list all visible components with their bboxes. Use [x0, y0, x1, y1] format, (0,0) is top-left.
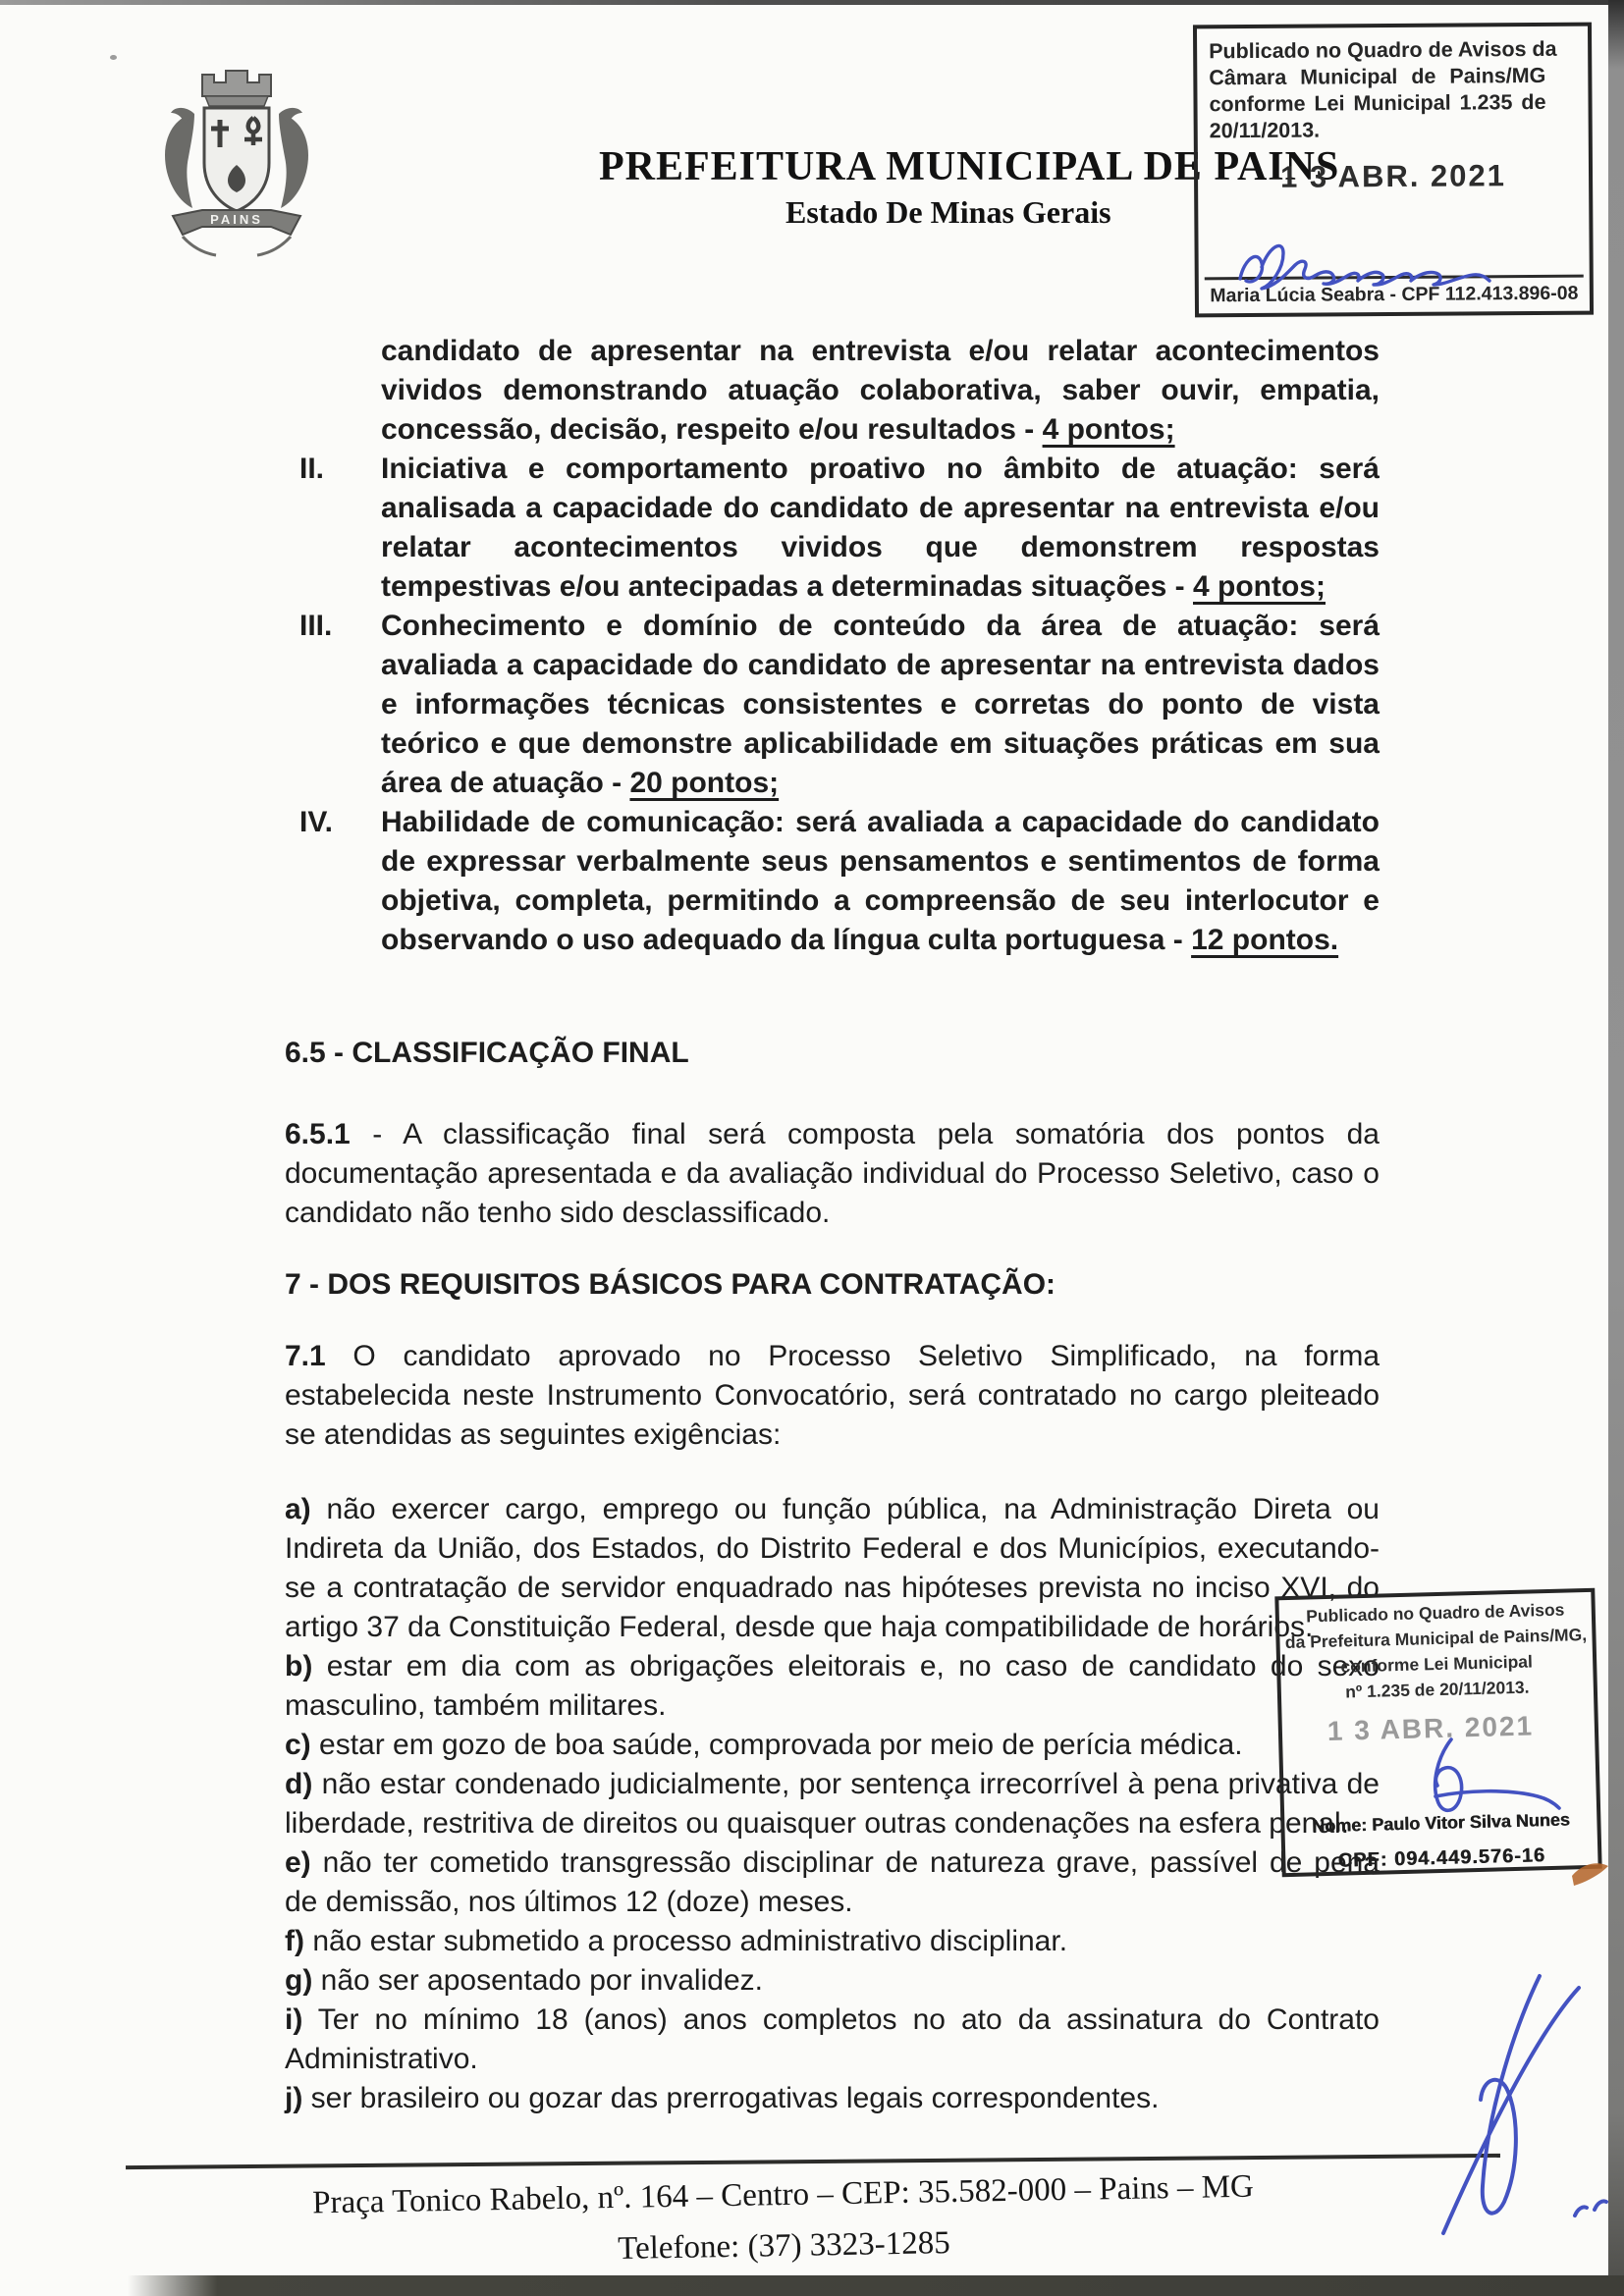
paragraph-text: - A classificação final será composta pela somatória dos pontos da documentação apresentada e da avaliação individual do Processo Seletivo, caso o candidato não tenho sido desclassificado.	[285, 1118, 1380, 1229]
document-title: PREFEITURA MUNICIPAL DE PAINS	[599, 144, 1340, 189]
requirement-label: a)	[285, 1493, 311, 1525]
requirements-list	[285, 1490, 1380, 2118]
requirement-text: não estar submetido a processo administrativo disciplinar.	[303, 1925, 1068, 1957]
requirement-item	[285, 1647, 1380, 1726]
bottom-pen-signature	[1382, 1968, 1613, 2248]
footer	[144, 2159, 1423, 2283]
stamp-signer-cpf: CPF: 094.449.576-16	[1337, 1844, 1546, 1872]
list-item	[299, 332, 1380, 450]
stamp-line: conforme Lei Municipal	[1340, 1651, 1534, 1677]
stamp-line: nº 1.235 de 20/11/2013.	[1344, 1677, 1530, 1702]
paragraph-number: 7.1	[285, 1340, 326, 1372]
requirement-item	[285, 1961, 1380, 2001]
list-item-points: 20 pontos;	[629, 767, 780, 799]
section-heading-65: 6.5 - CLASSIFICAÇÃO FINAL	[285, 1037, 689, 1069]
requirement-label: f)	[285, 1925, 304, 1957]
scan-speck	[110, 55, 117, 60]
seabra-signature	[1232, 234, 1497, 294]
requirement-label: d)	[285, 1768, 313, 1800]
requirement-item	[285, 2079, 1380, 2118]
requirement-item	[285, 2001, 1380, 2079]
stamp-signer-name: Nome: Paulo Vitor Silva Nunes	[1311, 1809, 1570, 1837]
nunes-signature	[1390, 1735, 1567, 1819]
document-subtitle: Estado De Minas Gerais	[785, 194, 1111, 230]
requirement-label: g)	[285, 1964, 313, 1997]
requirement-label: j)	[285, 2082, 303, 2114]
requirement-text: ser brasileiro ou gozar das prerrogativas legais correspondentes.	[302, 2082, 1160, 2114]
list-item-text: Conhecimento e domínio de conteúdo da área de atuação: será avaliada a capacidade do candidato de apresentar na entrevista dados e informações técnicas consistentes e corretas do ponto de vista teórico e que demonstre aplicabilidade em situações práticas em sua área de atuação -	[381, 610, 1380, 799]
requirement-label: b)	[285, 1650, 313, 1682]
stamp-line: da Prefeitura Municipal de Pains/MG,	[1284, 1625, 1588, 1653]
requirement-item	[285, 1490, 1380, 1647]
stamp-line: Câmara Municipal de Pains/MG	[1209, 63, 1546, 90]
stamp-line: conforme Lei Municipal 1.235 de	[1209, 89, 1546, 117]
scan-edge-top	[0, 0, 1624, 5]
list-item-points: 4 pontos;	[1193, 570, 1326, 603]
list-item-points: 12 pontos.	[1191, 924, 1339, 956]
stamp-line: 20/11/2013.	[1209, 118, 1321, 143]
stamp-line: Publicado no Quadro de Avisos da	[1209, 36, 1557, 64]
list-item	[299, 450, 1380, 607]
evaluation-criteria-list	[299, 332, 1380, 960]
list-item-text: Habilidade de comunicação: será avaliada a capacidade do candidato de expressar verbalmente seus pensamentos e sentimentos de forma objetiva, completa, permitindo a compreensão de seu interlocutor e observando o uso adequado da língua culta portuguesa -	[381, 806, 1380, 956]
date-stamp: 1 3 ABR. 2021	[1279, 158, 1507, 194]
requirement-text: estar em dia com as obrigações eleitorais e, no caso de candidato do sexo masculino, também militares.	[285, 1650, 1380, 1722]
section-heading-7: 7 - DOS REQUISITOS BÁSICOS PARA CONTRATAÇÃO:	[285, 1268, 1056, 1301]
requirement-text: não exercer cargo, emprego ou função pública, na Administração Direta ou Indireta da União, dos Estados, do Distrito Federal e dos Municípios, executando-se a contratação de servidor enquadrado nas hipóteses prevista no inciso XVI, do artigo 37 da Constituição Federal, desde que haja compatibilidade de horários.	[285, 1493, 1380, 1643]
requirement-text: não estar condenado judicialmente, por sentença irrecorrível à pena privativa de liberdade, restritiva de direitos ou quaisquer outras condenações na esfera penal.	[285, 1768, 1380, 1840]
requirement-text: Ter no mínimo 18 (anos) anos completos no ato da assinatura do Contrato Administrativo.	[285, 2003, 1380, 2075]
requirement-text: não ser aposentado por invalidez.	[312, 1964, 763, 1997]
list-item-text: candidato de apresentar na entrevista e/ou relatar acontecimentos vividos demonstrando atuação colaborativa, saber ouvir, empatia, concessão, decisão, respeito e/ou resultados -	[381, 335, 1380, 446]
list-item	[299, 607, 1380, 803]
list-item-points: 4 pontos;	[1042, 413, 1175, 446]
footer-phone: Telefone: (37) 3323-1285	[617, 2225, 951, 2267]
list-item-number: IV.	[299, 806, 333, 838]
paragraph-number: 6.5.1	[285, 1118, 351, 1150]
publication-stamp-mid	[1274, 1588, 1601, 1877]
scan-edge-right	[1608, 0, 1624, 2296]
requirement-label: e)	[285, 1846, 311, 1879]
requirement-item	[285, 1765, 1380, 1843]
requirement-text: estar em gozo de boa saúde, comprovada por meio de perícia médica.	[310, 1729, 1243, 1761]
requirement-item	[285, 1726, 1380, 1765]
list-item-text: Iniciativa e comportamento proativo no âmbito de atuação: será analisada a capacidade do candidato de apresentar na entrevista e/ou relatar acontecimentos vividos que demonstrem respostas tempestivas e/ou antecipadas a determinadas situações -	[381, 453, 1380, 603]
paragraph-text: O candidato aprovado no Processo Seletivo Simplificado, na forma estabelecida neste Instrumento Convocatório, será contratado no cargo pleiteado se atendidas as seguintes exigências:	[285, 1340, 1380, 1451]
requirement-label: i)	[285, 2003, 303, 2036]
requirement-item	[285, 1922, 1380, 1961]
footer-address: Praça Tonico Rabelo, nº. 164 – Centro – CEP: 35.582-000 – Pains – MG	[311, 2168, 1255, 2221]
list-item-number: III.	[299, 610, 333, 642]
list-item-number: II.	[299, 453, 325, 485]
requirement-item	[285, 1843, 1380, 1922]
section-paragraph-71	[285, 1337, 1380, 1455]
stamp-signer-name: Maria Lúcia Seabra - CPF 112.413.896-08	[1205, 275, 1584, 314]
scan-edge-bottom	[128, 2275, 1624, 2296]
logo-banner-text: PAINS	[210, 212, 263, 227]
requirement-label: c)	[285, 1729, 311, 1761]
date-stamp: 1 3 ABR. 2021	[1326, 1710, 1535, 1746]
coat-of-arms-logo	[143, 57, 330, 273]
stamp-line: Publicado no Quadro de Avisos	[1305, 1599, 1565, 1627]
list-item	[299, 803, 1380, 960]
orange-pen-mark	[1567, 1851, 1612, 1893]
requirement-text: não ter cometido transgressão disciplinar de natureza grave, passível de pena de demissão, nos últimos 12 (doze) meses.	[285, 1846, 1380, 1918]
section-paragraph-651	[285, 1115, 1380, 1233]
